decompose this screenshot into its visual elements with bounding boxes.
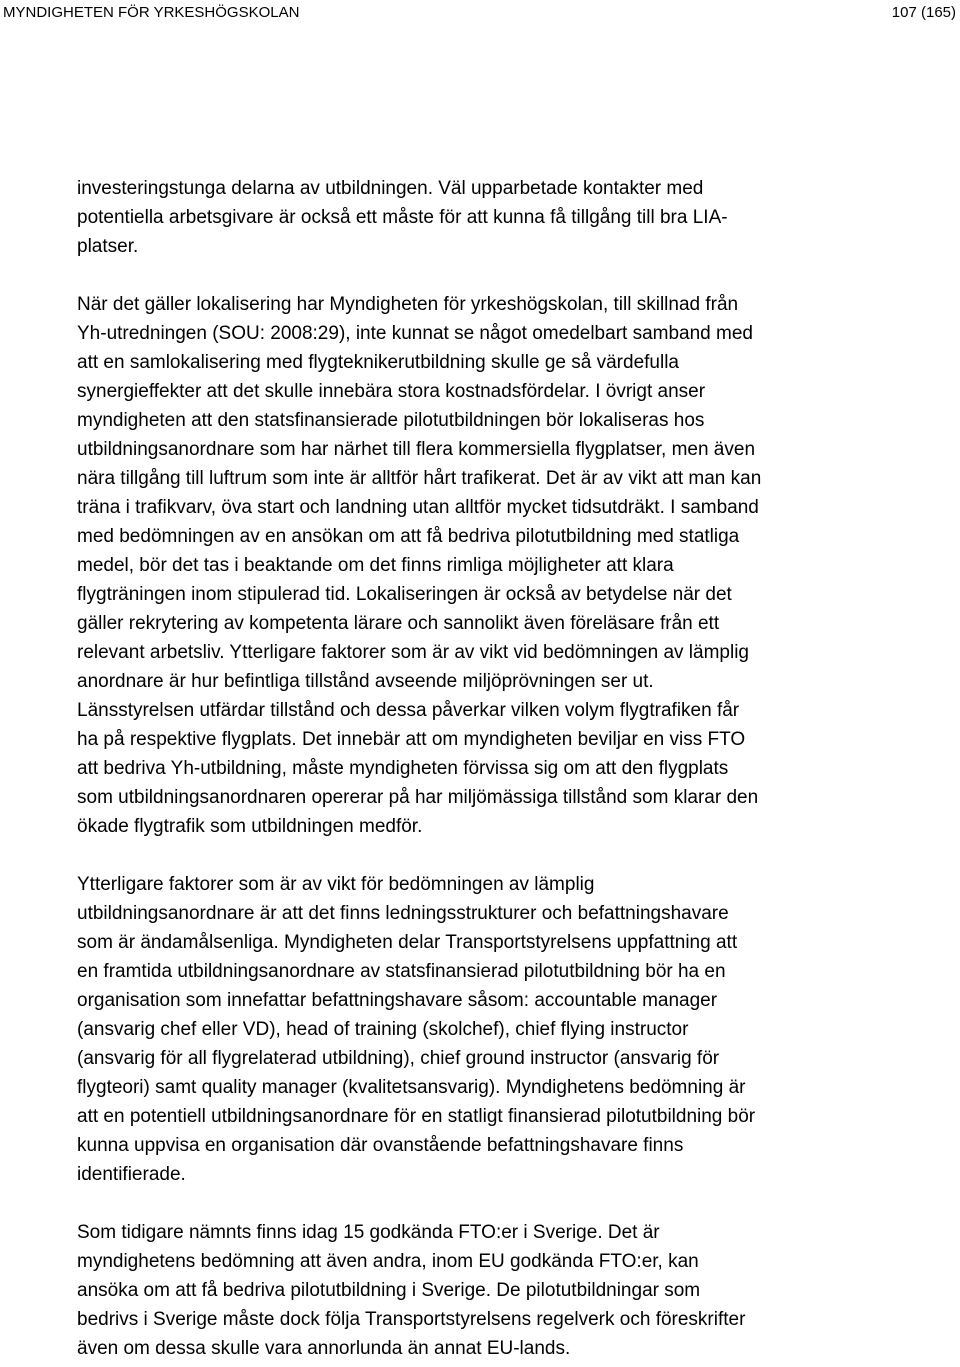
paragraph bbox=[77, 174, 957, 261]
text-line: kunna uppvisa en organisation där ovanstående befattningshavare finns bbox=[77, 1135, 684, 1156]
text-line: utbildningsanordnare är att det finns ledningsstrukturer och befattningshavare bbox=[77, 903, 729, 924]
text-line: flygträningen inom stipulerad tid. Lokaliseringen är också av betydelse när det bbox=[77, 584, 732, 605]
text-line: att en potentiell utbildningsanordnare för en statligt finansierad pilotutbildning bör bbox=[77, 1106, 756, 1127]
text-line: nära tillgång till luftrum som inte är alltför hårt trafikerat. Det är av vikt att man kan bbox=[77, 468, 762, 489]
paragraph bbox=[77, 1218, 957, 1363]
text-line: myndighetens bedömning att även andra, inom EU godkända FTO:er, kan bbox=[77, 1251, 699, 1272]
document-header-title: MYNDIGHETEN FÖR YRKESHÖGSKOLAN bbox=[3, 4, 300, 21]
paragraph bbox=[77, 870, 957, 1189]
text-line: att bedriva Yh-utbildning, måste myndigheten förvissa sig om att den flygplats bbox=[77, 758, 729, 779]
text-line: När det gäller lokalisering har Myndigheten för yrkeshögskolan, till skillnad från bbox=[77, 294, 739, 315]
paragraph bbox=[77, 290, 957, 841]
text-line: identifierade. bbox=[77, 1164, 186, 1185]
text-line: potentiella arbetsgivare är också ett måste för att kunna få tillgång till bra LIA- bbox=[77, 207, 728, 228]
text-line: (ansvarig för all flygrelaterad utbildning), chief ground instructor (ansvarig för bbox=[77, 1048, 720, 1069]
text-line: utbildningsanordnare som har närhet till flera kommersiella flygplatser, men även bbox=[77, 439, 756, 460]
page-header bbox=[0, 0, 960, 28]
text-line: även om dessa skulle vara annorlunda än annat EU-lands. bbox=[77, 1338, 571, 1359]
text-line: Länsstyrelsen utfärdar tillstånd och dessa påverkar vilken volym flygtrafiken får bbox=[77, 700, 740, 721]
document-body bbox=[77, 174, 957, 1363]
text-line: investeringstunga delarna av utbildningen. Väl upparbetade kontakter med bbox=[77, 178, 704, 199]
page-number: 107 (165) bbox=[891, 4, 956, 21]
text-line: en framtida utbildningsanordnare av statsfinansierad pilotutbildning bör ha en bbox=[77, 961, 726, 982]
text-line: bedrivs i Sverige måste dock följa Transportstyrelsens regelverk och föreskrifter bbox=[77, 1309, 746, 1330]
text-line: Yh-utredningen (SOU: 2008:29), inte kunnat se något omedelbart samband med bbox=[77, 323, 753, 344]
text-line: att en samlokalisering med flygteknikerutbildning skulle ge så värdefulla bbox=[77, 352, 679, 373]
text-line: synergieffekter att det skulle innebära stora kostnadsfördelar. I övrigt anser bbox=[77, 381, 706, 402]
text-line: anordnare är hur befintliga tillstånd avseende miljöprövningen ser ut. bbox=[77, 671, 654, 692]
text-line: (ansvarig chef eller VD), head of training (skolchef), chief flying instructor bbox=[77, 1019, 689, 1040]
text-line: som utbildningsanordnaren opererar på har miljömässiga tillstånd som klarar den bbox=[77, 787, 759, 808]
text-line: med bedömningen av en ansökan om att få bedriva pilotutbildning med statliga bbox=[77, 526, 740, 547]
text-line: som är ändamålsenliga. Myndigheten delar Transportstyrelsens uppfattning att bbox=[77, 932, 738, 953]
text-line: ha på respektive flygplats. Det innebär att om myndigheten beviljar en viss FTO bbox=[77, 729, 746, 750]
text-line: medel, bör det tas i beaktande om det finns rimliga möjligheter att klara bbox=[77, 555, 674, 576]
text-line: organisation som innefattar befattningshavare såsom: accountable manager bbox=[77, 990, 718, 1011]
text-line: relevant arbetsliv. Ytterligare faktorer som är av vikt vid bedömningen av lämplig bbox=[77, 642, 749, 663]
text-line: Som tidigare nämnts finns idag 15 godkända FTO:er i Sverige. Det är bbox=[77, 1222, 660, 1243]
text-line: flygteori) samt quality manager (kvalitetsansvarig). Myndighetens bedömning är bbox=[77, 1077, 746, 1098]
text-line: platser. bbox=[77, 236, 139, 257]
text-line: gäller rekrytering av kompetenta lärare och sannolikt även föreläsare från ett bbox=[77, 613, 720, 634]
text-line: träna i trafikvarv, öva start och landning utan alltför mycket tidsutdräkt. I samband bbox=[77, 497, 759, 518]
text-line: Ytterligare faktorer som är av vikt för bedömningen av lämplig bbox=[77, 874, 595, 895]
text-line: ökade flygtrafik som utbildningen medför. bbox=[77, 816, 423, 837]
text-line: myndigheten att den statsfinansierade pilotutbildningen bör lokaliseras hos bbox=[77, 410, 705, 431]
text-line: ansöka om att få bedriva pilotutbildning i Sverige. De pilotutbildningar som bbox=[77, 1280, 701, 1301]
